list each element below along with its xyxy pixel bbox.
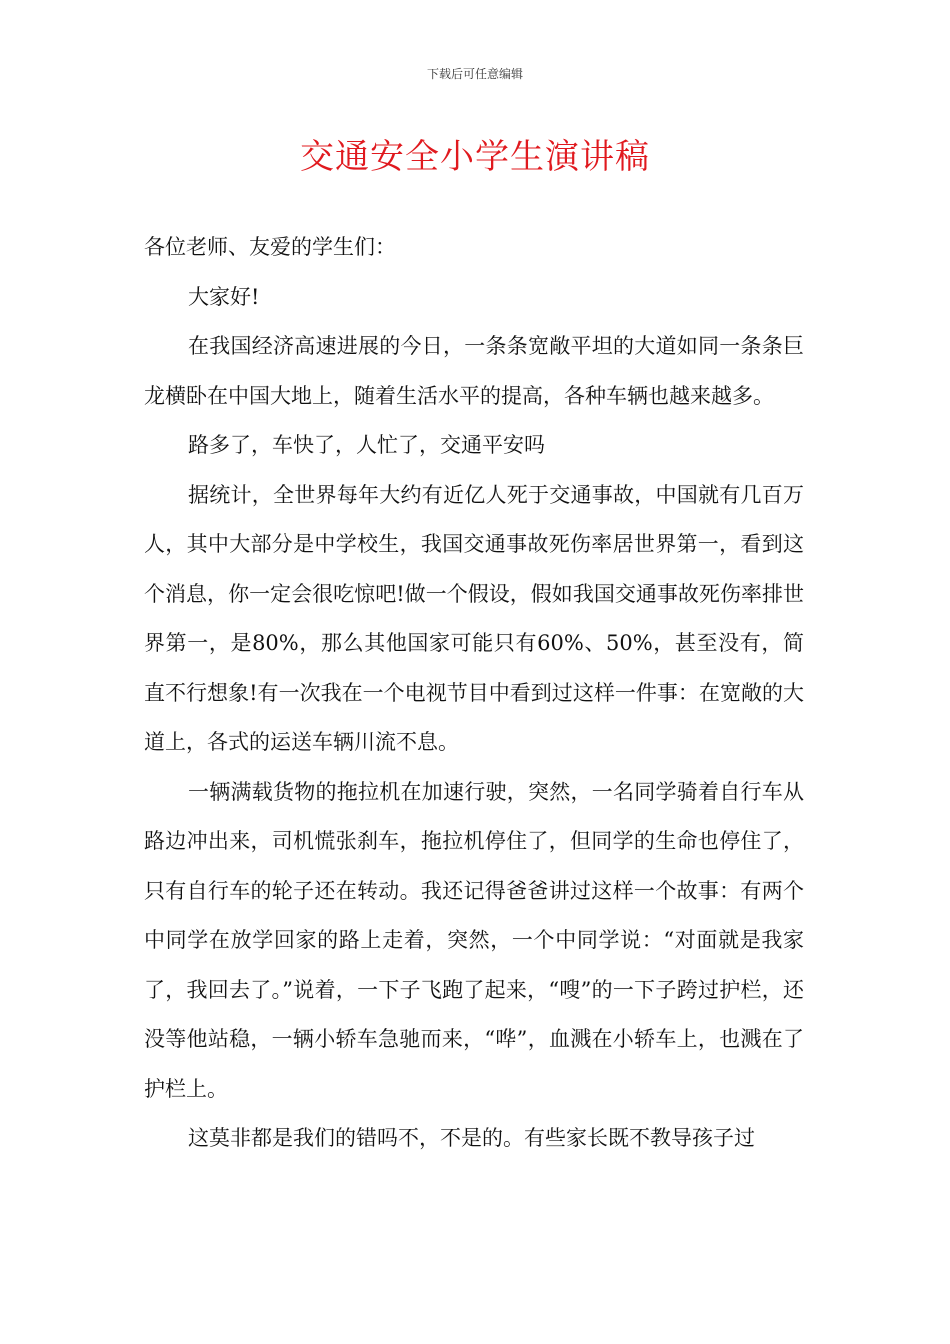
body-paragraph-3: 据统计，全世界每年大约有近亿人死于交通事故，中国就有几百万人，其中大部分是中学校生，我国交通事故死伤率居世界第一，看到这个消息，你一定会很吃惊吧!做一个假设，假如我国交通事故死伤率排世界第一，是80%，那么其他国家可能只有60%、50%，甚至没有，简直不行想象!有一次我在一个电视节目中看到过这样一件事：在宽敞的大道上，各式的运送车辆川流不息。 xyxy=(144,482,804,754)
greeting-paragraph: 大家好! xyxy=(188,284,260,309)
document-title: 交通安全小学生演讲稿 xyxy=(300,137,650,177)
document-body xyxy=(144,223,804,1164)
body-paragraph-1: 在我国经济高速进展的今日，一条条宽敞平坦的大道如同一条条巨龙横卧在中国大地上，随着生活水平的提高，各种车辆也越来越多。 xyxy=(144,334,804,408)
body-paragraph-5: 这莫非都是我们的错吗不，不是的。有些家长既不教导孩子过 xyxy=(188,1126,755,1150)
header-note: 下载后可任意编辑 xyxy=(426,67,523,81)
body-paragraph-4: 一辆满载货物的拖拉机在加速行驶，突然，一名同学骑着自行车从路边冲出来，司机慌张刹车，拖拉机停住了，但同学的生命也停住了，只有自行车的轮子还在转动。我还记得爸爸讲过这样一个故事：有两个中同学在放学回家的路上走着，突然，一个中同学说：“对面就是我家了，我回去了。”说着，一下子飞跑了起来，“嗖”的一下子跨过护栏，还没等他站稳，一辆小轿车急驰而来，“哗”，血溅在小轿车上，也溅在了护栏上。 xyxy=(144,779,804,1101)
salutation-paragraph: 各位老师、友爱的学生们： xyxy=(144,235,396,259)
body-paragraph-2: 路多了，车快了，人忙了，交通平安吗 xyxy=(188,433,545,457)
